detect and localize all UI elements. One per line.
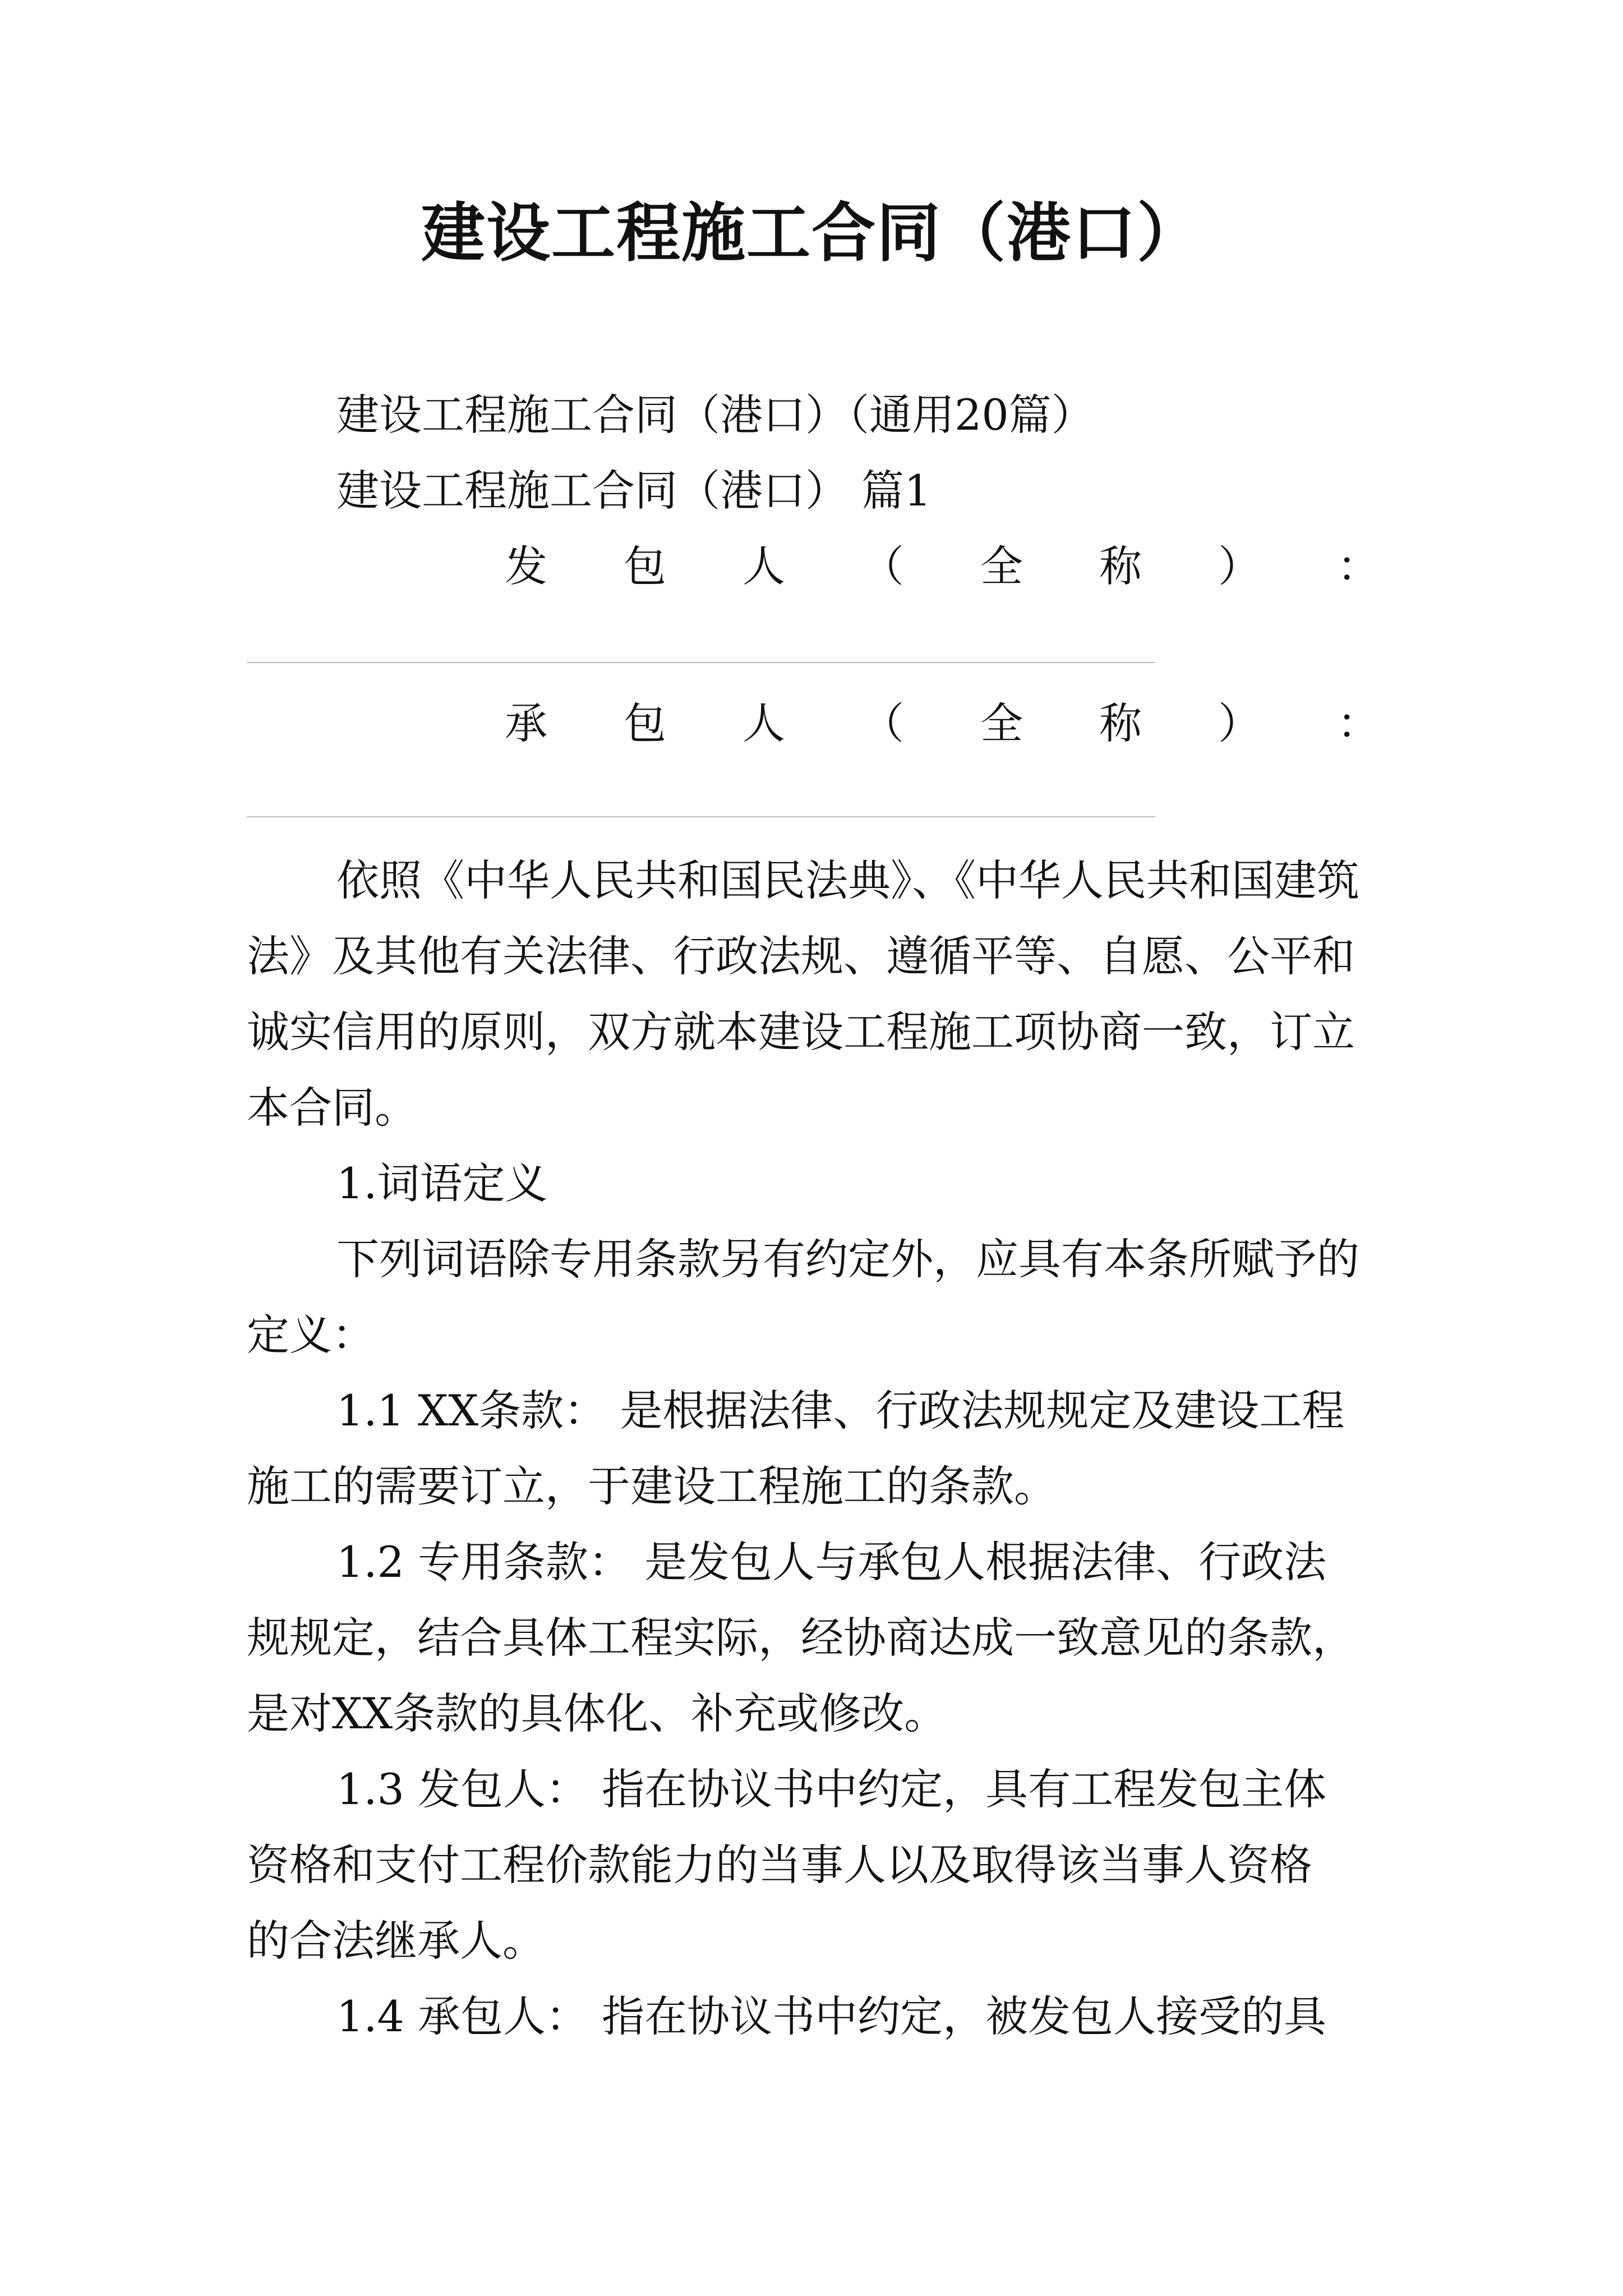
clause-line: 资格和支付工程价款能力的当事人以及取得该当事人资格 [247,1840,1312,1890]
field-char: 包 [624,698,666,748]
field-char: 称 [1099,541,1142,591]
field-char: ： [1337,698,1380,748]
field-char: 发 [505,541,547,591]
section-heading: 建设工程施工合同（港口） 篇1 [336,466,932,516]
field-char: 全 [980,541,1023,591]
body-line: 定义： [247,1310,375,1360]
field-char: 承 [505,698,547,748]
field-char: 包 [624,541,666,591]
field-char: ： [1337,541,1380,591]
field-char: ） [1218,541,1261,591]
field-char: （ [861,698,904,748]
clause-line: 施工的需要订立，于建设工程施工的条款。 [247,1461,1057,1511]
field-char: 称 [1099,698,1142,748]
clause-line: 的合法继承人。 [247,1916,545,1966]
document-subtitle: 建设工程施工合同（港口）（通用20篇） [336,390,1094,440]
field-char: 人 [743,541,785,591]
clause-line: 是对XX条款的具体化、补充或修改。 [247,1688,947,1738]
clause-line: 1.2 专用条款： 是发包人与承包人根据法律、行政法 [336,1537,1327,1587]
employer-blank-line [247,662,1155,663]
clause-line: 1.4 承包人： 指在协议书中约定，被发包人接受的具 [336,1991,1327,2041]
employer-name-field [505,539,1380,595]
field-char: 全 [980,698,1023,748]
contractor-blank-line [247,816,1155,817]
field-char: ） [1218,698,1261,748]
clause-line: 1.1 XX条款： 是根据法律、行政法规规定及建设工程 [336,1386,1345,1435]
body-line: 下列词语除专用条款另有约定外，应具有本条所赋予的 [336,1234,1359,1284]
contractor-name-field [505,696,1380,752]
field-char: 人 [743,698,785,748]
field-char: （ [861,541,904,591]
body-line: 本合同。 [247,1083,417,1133]
clause-line: 1.3 发包人： 指在协议书中约定，具有工程发包主体 [336,1764,1327,1814]
clause-heading: 1.词语定义 [336,1158,548,1208]
clause-line: 规规定，结合具体工程实际，经协商达成一致意见的条款， [247,1613,1355,1663]
document-title: 建设工程施工合同（港口） [421,195,1202,270]
body-line: 依照《中华人民共和国民法典》、《中华人民共和国建筑 [336,855,1359,905]
body-line: 法》及其他有关法律、行政法规、遵循平等、自愿、公平和 [247,931,1355,981]
body-line: 诚实信用的原则，双方就本建设工程施工项协商一致，订立 [247,1007,1355,1057]
